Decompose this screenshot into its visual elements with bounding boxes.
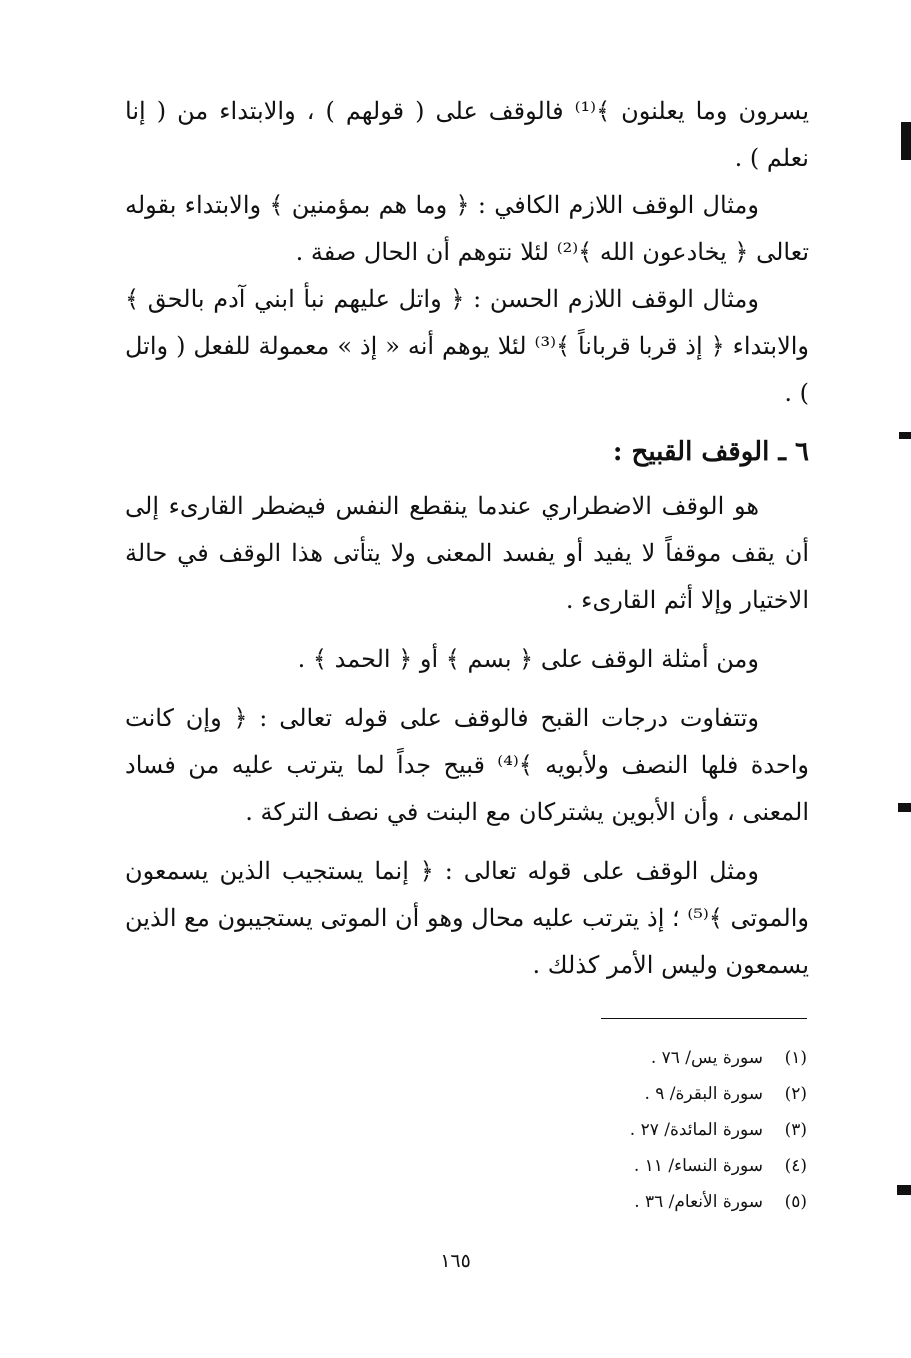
footnote-text: سورة المائدة/ ٢٧ . [629,1120,763,1140]
scan-edge-mark [899,432,911,439]
paragraph-continuation: يسرون وما يعلنون ﴾⁽¹⁾ فالوقف على ( قولهم ) ، والابتداء من ( إنا نعلم ) . [125,97,809,172]
footnote-number: (١) [784,1048,807,1068]
footnote-text: سورة يس/ ٧٦ . [650,1048,763,1068]
paragraph-necessary-sufficient-stop: ومثال الوقف اللازم الكافي : ﴿ وما هم بمؤمنين ﴾ والابتداء بقوله تعالى ﴿ يخادعون الله ﴾⁽²⁾ لئلا نتوهم أن الحال صفة . [125,191,809,266]
footnote-item [407,1148,807,1184]
scan-edge-mark [901,122,911,160]
paragraph-degrees-of-ugliness: وتتفاوت درجات القبح فالوقف على قوله تعالى : ﴿ وإن كانت واحدة فلها النصف ولأبويه ﴾⁽⁴⁾ قبيح جداً لما يترتب عليه من فساد المعنى ، وأن الأبوين يشتركان مع البنت في نصف التركة . [125,704,810,826]
footnote-number: (٥) [784,1192,807,1212]
footnote-text: سورة البقرة/ ٩ . [644,1084,763,1104]
paragraph-necessary-good-stop: ومثال الوقف اللازم الحسن : ﴿ واتل عليهم نبأ ابني آدم بالحق ﴾ والابتداء ﴿ إذ قربا قرباناً ﴾⁽³⁾ لئلا يوهم أنه « إذ » معمولة للفعل ( واتل ) . [125,285,810,407]
footnote-item [407,1076,807,1112]
paragraph-ugly-stop-definition: هو الوقف الاضطراري عندما ينقطع النفس فيضطر القارىء إلى أن يقف موقفاً لا يفيد أو يفسد المعنى ولا يتأتى هذا الوقف في حالة الاختيار وإلا أثم القارىء . [125,492,809,614]
footnote-text: سورة الأنعام/ ٣٦ . [634,1192,763,1212]
page-number: ١٦٥ [440,1250,471,1272]
page-body [125,88,809,989]
footnotes-list [407,1040,807,1220]
scan-edge-mark [897,1185,911,1195]
footnote-number: (٢) [784,1084,807,1104]
footnote-number: (٣) [784,1120,807,1140]
footnote-item [407,1184,807,1220]
footnote-separator [601,1018,807,1019]
scan-edge-mark [898,803,911,812]
paragraph-ugly-stop-examples: ومن أمثلة الوقف على ﴿ بسم ﴾ أو ﴿ الحمد ﴾ . [297,645,759,673]
footnote-text: سورة النساء/ ١١ . [633,1156,763,1176]
footnote-item [407,1040,807,1076]
footnote-item [407,1112,807,1148]
paragraph-second-example: ومثل الوقف على قوله تعالى : ﴿ إنما يستجيب الذين يسمعون والموتى ﴾⁽⁵⁾ ؛ إذ يترتب عليه محال وهو أن الموتى يستجيبون مع الذين يسمعون وليس الأمر كذلك . [125,857,809,979]
section-heading: ٦ ـ الوقف القبيح : [612,437,809,467]
footnote-number: (٤) [784,1156,807,1176]
